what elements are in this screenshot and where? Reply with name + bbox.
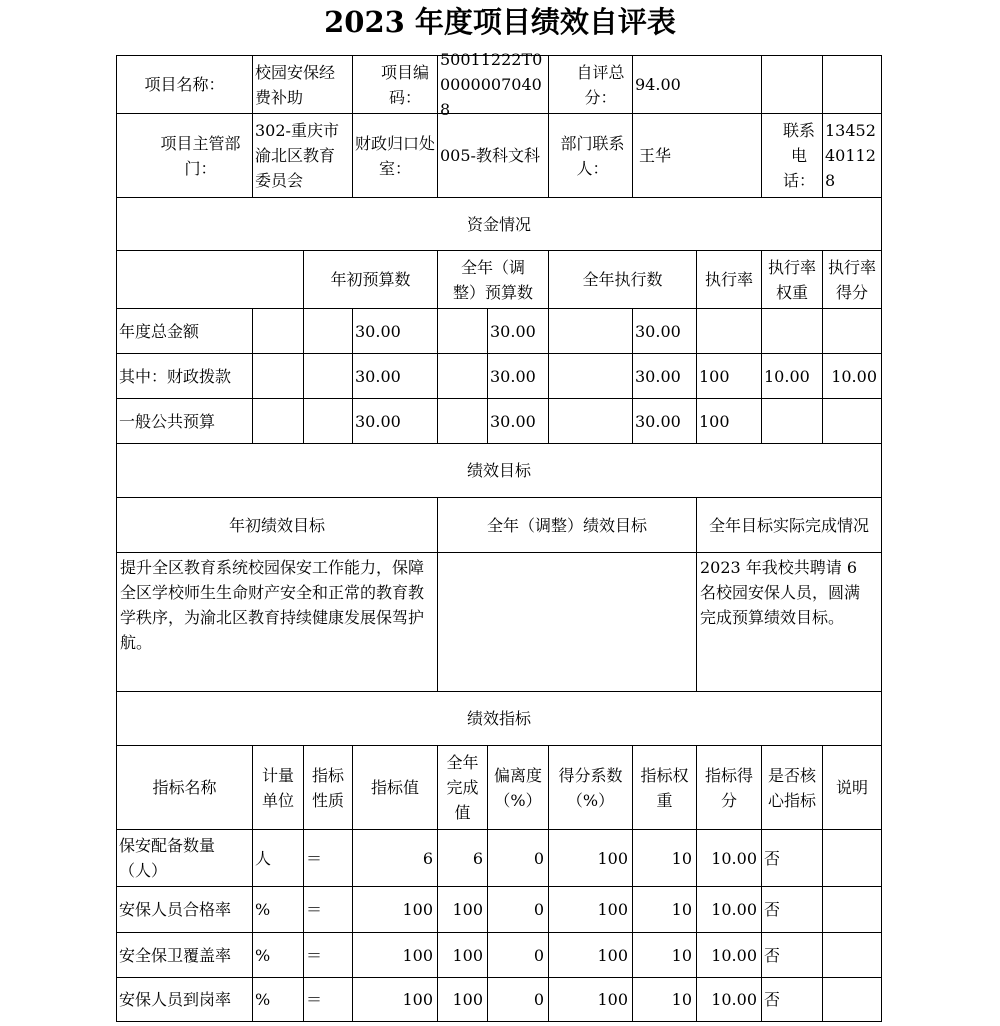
ind-row-weight: 10 (671, 990, 692, 1009)
ind-row-name: 安全保卫覆盖率 (119, 945, 232, 965)
ind-row-coef: 100 (597, 990, 628, 1009)
goals-actual-text: 2023 年我校共聘请 6 名校园安保人员，圆满完成预算绩效目标。 (700, 558, 861, 627)
ind-col-score: 指标得分 (704, 765, 753, 810)
funds-row-rate: 100 (699, 411, 730, 431)
ind-row-note (823, 887, 881, 932)
ind-row-core: 否 (764, 945, 781, 965)
contact-label: 部门联系人： (560, 133, 625, 178)
finance-office-label: 财政归口处室： (355, 133, 436, 178)
goals-section-title: 绩效目标 (466, 461, 531, 480)
ind-row-core: 否 (764, 900, 781, 919)
project-code-value: 50011222T000000070408 (440, 50, 543, 119)
ind-col-completed: 全年完成值 (446, 753, 479, 822)
funds-row-score: 10.00 (831, 366, 877, 386)
funds-row-weight (762, 399, 822, 443)
table-border-bottom (116, 1021, 882, 1022)
funds-col-rate: 执行率 (704, 270, 753, 289)
ind-row-weight: 10 (671, 848, 692, 868)
table-border-right (881, 55, 882, 1022)
goals-col-actual: 全年目标实际完成情况 (708, 515, 869, 535)
funds-row-score (823, 309, 881, 353)
funds-row-label: 一般公共预算 (119, 411, 216, 431)
ind-row-completed: 100 (452, 945, 483, 965)
ind-row-score: 10.00 (711, 900, 757, 919)
ind-row-deviation: 0 (533, 848, 544, 868)
ind-row-weight: 10 (671, 945, 692, 965)
ind-row-score: 10.00 (711, 945, 757, 965)
funds-col-adjusted: 全年（调整）预算数 (452, 257, 533, 302)
ind-row-score: 10.00 (711, 848, 757, 868)
ind-row-value: 100 (402, 990, 433, 1009)
ind-row-deviation: 0 (533, 945, 544, 965)
ind-row-unit: % (255, 990, 271, 1009)
ind-row-unit: 人 (255, 848, 272, 868)
ind-row-unit: % (255, 900, 271, 919)
funds-row-initial: 30.00 (355, 411, 401, 431)
funds-row-initial: 30.00 (355, 366, 401, 386)
ind-row-value: 6 (422, 848, 433, 868)
ind-row-core: 否 (764, 848, 781, 868)
goals-initial-text: 提升全区教育系统校园保安工作能力，保障全区学校师生生命财产安全和正常的教育教学秩序，为渝北区教育持续健康发展保驾护航。 (120, 558, 425, 652)
funds-row-executed: 30.00 (635, 366, 681, 386)
funds-row-adjusted: 30.00 (490, 411, 536, 431)
goals-adjusted-text (438, 555, 696, 689)
ind-row-nature: ＝ (306, 945, 323, 965)
ind-row-note (823, 978, 881, 1021)
ind-col-deviation: 偏离度（%） (493, 765, 542, 810)
funds-row-executed: 30.00 (635, 321, 681, 341)
funds-row-label: 年度总金额 (119, 321, 200, 341)
ind-col-name: 指标名称 (152, 778, 217, 797)
funds-row-weight (762, 309, 822, 353)
ind-row-coef: 100 (597, 900, 628, 919)
ind-row-note (823, 830, 881, 886)
funds-row-initial: 30.00 (355, 321, 401, 341)
funds-row-adjusted: 30.00 (490, 366, 536, 386)
ind-row-nature: ＝ (306, 900, 323, 919)
ind-row-name: 安保人员合格率 (119, 900, 232, 919)
ind-row-note (823, 933, 881, 977)
funds-row-label: 其中：财政拨款 (119, 366, 232, 386)
ind-col-unit: 计量单位 (261, 765, 294, 810)
project-name-value: 校园安保经费补助 (255, 62, 336, 107)
funds-col-executed: 全年执行数 (582, 270, 663, 289)
ind-col-weight: 指标权重 (640, 765, 689, 810)
funds-row-score (823, 399, 881, 443)
ind-row-value: 100 (402, 945, 433, 965)
ind-row-completed: 100 (452, 900, 483, 919)
ind-col-nature: 指标性质 (311, 765, 344, 810)
ind-row-name: 安保人员到岗率 (119, 990, 232, 1009)
ind-row-value: 100 (402, 900, 433, 919)
funds-row-rate: 100 (699, 366, 730, 386)
contact-value: 王华 (639, 146, 672, 165)
funds-row-weight: 10.00 (764, 366, 810, 386)
ind-col-value: 指标值 (370, 778, 419, 797)
funds-col-weight: 执行率权重 (767, 257, 816, 302)
funds-row-rate (697, 309, 761, 353)
project-name-label: 项目名称： (144, 75, 225, 94)
self-score-value: 94.00 (635, 75, 681, 94)
funds-section-title: 资金情况 (466, 214, 531, 234)
ind-row-nature: ＝ (306, 990, 323, 1009)
ind-row-coef: 100 (597, 945, 628, 965)
ind-col-coef: 得分系数（%） (558, 765, 623, 810)
project-code-label: 项目编码： (380, 62, 429, 107)
ind-row-completed: 6 (472, 848, 483, 868)
ind-row-coef: 100 (597, 848, 628, 868)
funds-row-adjusted: 30.00 (490, 321, 536, 341)
funds-col-initial: 年初预算数 (330, 270, 411, 289)
finance-office-value: 005-教科文科 (440, 146, 540, 165)
funds-col-score: 执行率得分 (827, 257, 876, 302)
ind-row-name: 保安配备数量（人） (119, 836, 216, 880)
dept-value: 302-重庆市渝北区教育委员会 (255, 121, 339, 190)
col-divider (252, 308, 253, 443)
goals-col-adjusted: 全年（调整）绩效目标 (486, 515, 647, 535)
ind-row-score: 10.00 (711, 990, 757, 1009)
ind-row-weight: 10 (671, 900, 692, 919)
ind-row-deviation: 0 (533, 990, 544, 1009)
ind-row-completed: 100 (452, 990, 483, 1009)
ind-row-deviation: 0 (533, 900, 544, 919)
ind-row-unit: % (255, 945, 271, 965)
col-divider (303, 308, 304, 443)
phone-value: 13452401128 (825, 121, 876, 190)
ind-row-core: 否 (764, 990, 781, 1009)
ind-col-core: 是否核心指标 (767, 765, 816, 810)
dept-label: 项目主管部门： (160, 133, 241, 178)
page-title: 2023 年度项目绩效自评表 (324, 5, 676, 39)
ind-col-note: 说明 (835, 778, 868, 797)
goals-col-initial: 年初绩效目标 (228, 515, 325, 535)
ind-row-nature: ＝ (306, 848, 323, 868)
self-score-label: 自评总分： (576, 62, 625, 107)
phone-label: 联系电话： (782, 121, 815, 190)
funds-row-executed: 30.00 (635, 411, 681, 431)
indicators-section-title: 绩效指标 (466, 709, 531, 728)
row-divider (116, 552, 882, 553)
